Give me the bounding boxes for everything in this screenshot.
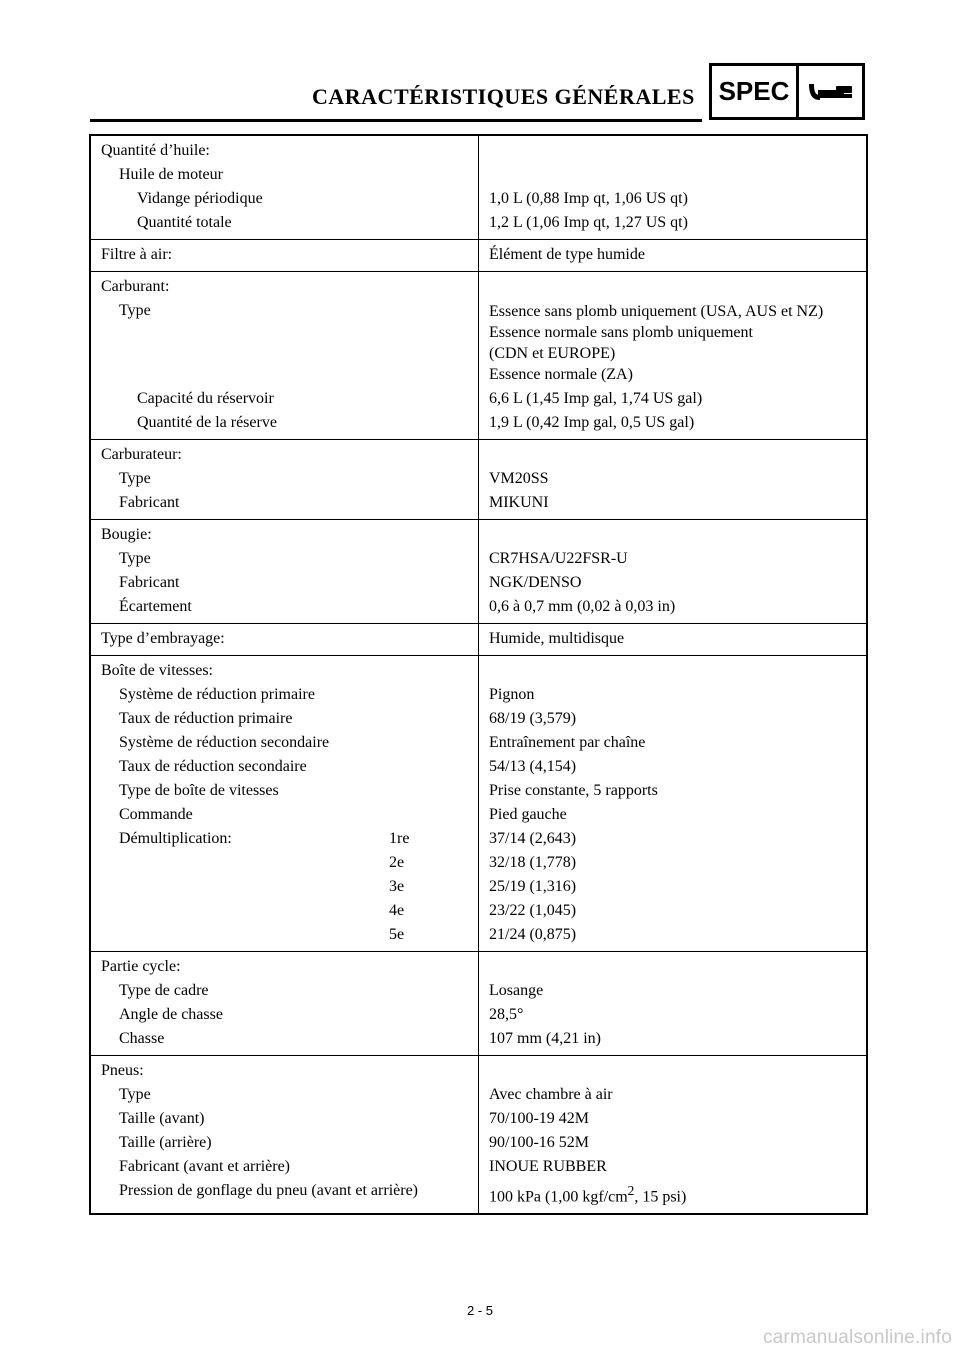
spec-row: [91, 851, 866, 875]
header-rule: [90, 119, 702, 122]
gear-label: 4e: [389, 902, 405, 919]
spec-value: Pied gauche: [489, 806, 567, 823]
spec-value: Prise constante, 5 rapports: [489, 782, 658, 799]
spec-label-text: Capacité du réservoir: [137, 390, 274, 407]
spec-label: [91, 803, 479, 827]
spec-label: [91, 595, 479, 619]
spec-value-line: (CDN et EUROPE): [489, 345, 616, 362]
spec-label: [91, 1179, 479, 1209]
group-title-row: [91, 139, 866, 163]
spec-group: [91, 439, 866, 519]
spec-group: [91, 239, 866, 271]
spec-row: [91, 827, 866, 851]
spec-label: [91, 571, 479, 595]
group-title-row: [91, 275, 866, 299]
spec-label-text: Angle de chasse: [119, 1006, 223, 1023]
spec-row: [91, 731, 866, 755]
group-title: Pneus:: [101, 1062, 144, 1079]
spec-label-text: Huile de moteur: [119, 166, 223, 183]
group-title: Carburateur:: [101, 446, 182, 463]
gear-label: 5e: [389, 926, 405, 943]
spec-label: [91, 1107, 479, 1131]
spec-label: [91, 467, 479, 491]
spec-label: [91, 923, 479, 947]
group-title-value: [479, 275, 866, 299]
spec-label-text: Vidange périodique: [137, 190, 263, 207]
spec-row: [91, 571, 866, 595]
spec-value: 6,6 L (1,45 Imp gal, 1,74 US gal): [489, 390, 703, 407]
spec-value: Pignon: [489, 686, 535, 703]
group-title-value: [479, 139, 866, 163]
spec-label-text: Fabricant: [119, 494, 180, 511]
spec-label: [91, 1131, 479, 1155]
spec-group: [91, 519, 866, 623]
group-title: Quantité d’huile:: [101, 142, 210, 159]
spec-row: [91, 1003, 866, 1027]
spec-label-text: Type: [119, 470, 151, 487]
spec-row: [91, 211, 866, 235]
page-title: CARACTÉRISTIQUES GÉNÉRALES: [312, 84, 695, 109]
group-title-row: [91, 243, 866, 267]
spec-label-text: Pression de gonflage du pneu (avant et arrière): [119, 1182, 418, 1199]
spec-value: 0,6 à 0,7 mm (0,02 à 0,03 in): [489, 598, 676, 615]
spec-value: Avec chambre à air: [489, 1086, 613, 1103]
spec-group: [91, 655, 866, 951]
spec-label-text: Écartement: [119, 598, 192, 615]
spec-label: [91, 779, 479, 803]
spec-label: [91, 299, 479, 387]
group-title-row: [91, 443, 866, 467]
group-title-value: [479, 523, 866, 547]
spec-label: [91, 707, 479, 731]
group-title-value: Élément de type humide: [489, 246, 645, 263]
spec-label-text: Type: [119, 550, 151, 567]
spec-label-text: Type de cadre: [119, 982, 209, 999]
spec-label: [91, 827, 479, 851]
spec-label: [91, 1155, 479, 1179]
spec-row: [91, 779, 866, 803]
spec-label: [91, 683, 479, 707]
spec-badge: [709, 63, 865, 120]
spec-row: [91, 187, 866, 211]
spec-row: [91, 1083, 866, 1107]
spec-label-text: Type: [119, 302, 151, 319]
spec-label: [91, 979, 479, 1003]
spec-label-text: Taille (arrière): [119, 1134, 212, 1151]
spec-row: [91, 1131, 866, 1155]
spec-label: [91, 851, 479, 875]
spec-label: [91, 1003, 479, 1027]
spec-row: [91, 1107, 866, 1131]
spec-label-text: Type de boîte de vitesses: [119, 782, 279, 799]
spec-value: MIKUNI: [489, 494, 549, 511]
spec-group: [91, 1055, 866, 1213]
spec-label: [91, 731, 479, 755]
spec-label-text: Système de réduction primaire: [119, 686, 315, 703]
spec-row: [91, 1027, 866, 1051]
spec-value-line: Essence sans plomb uniquement (USA, AUS et NZ): [489, 303, 824, 320]
spec-value: 70/100-19 42M: [489, 1110, 589, 1127]
spec-value: 54/13 (4,154): [489, 758, 577, 775]
spec-label-text: Quantité totale: [137, 214, 232, 231]
spec-label-text: Taille (avant): [119, 1110, 205, 1127]
spec-value: 32/18 (1,778): [489, 854, 577, 871]
spec-group: [91, 271, 866, 439]
spec-label-text: Chasse: [119, 1030, 165, 1047]
group-title: Bougie:: [101, 526, 152, 543]
spec-value: INOUE RUBBER: [489, 1158, 607, 1175]
spec-value: NGK/DENSO: [489, 574, 582, 591]
spec-label: [91, 755, 479, 779]
spec-label: [91, 1083, 479, 1107]
spec-label-text: Taux de réduction secondaire: [119, 758, 307, 775]
group-title-value: [479, 955, 866, 979]
spec-label: [91, 491, 479, 515]
spec-table: [89, 134, 868, 1215]
spec-value: [479, 299, 866, 387]
spec-label: [91, 547, 479, 571]
spec-label: [91, 187, 479, 211]
spec-row: [91, 803, 866, 827]
spec-label-text: Quantité de la réserve: [137, 414, 277, 431]
spec-row: [91, 491, 866, 515]
spec-label-text: Taux de réduction primaire: [119, 710, 293, 727]
spec-value: 1,2 L (1,06 Imp qt, 1,27 US qt): [489, 214, 688, 231]
gear-label: 2e: [389, 854, 405, 871]
group-title-row: [91, 1059, 866, 1083]
spec-label: [91, 211, 479, 235]
gear-label: 3e: [389, 878, 405, 895]
spec-label: [91, 411, 479, 435]
group-title: Filtre à air:: [101, 246, 173, 263]
spec-row: [91, 899, 866, 923]
spec-row: [91, 875, 866, 899]
spec-row: [91, 1155, 866, 1179]
spec-row: [91, 387, 866, 411]
spec-value: 1,9 L (0,42 Imp gal, 0,5 US gal): [489, 414, 695, 431]
group-title: Partie cycle:: [101, 958, 181, 975]
group-title: Carburant:: [101, 278, 170, 295]
spec-value: 28,5°: [489, 1006, 524, 1023]
spec-label: [91, 1027, 479, 1051]
spec-label: [91, 387, 479, 411]
spec-value: 1,0 L (0,88 Imp qt, 1,06 US qt): [489, 190, 688, 207]
group-title-row: [91, 659, 866, 683]
spec-label-text: Fabricant: [119, 574, 180, 591]
spec-label-text: Système de réduction secondaire: [119, 734, 330, 751]
spec-value: 107 mm (4,21 in): [489, 1030, 601, 1047]
group-title-row: [91, 955, 866, 979]
page-number: 2 - 5: [466, 1303, 493, 1318]
spec-value: 100 kPa (1,00 kgf/$cm^2$, 15 psi): [489, 1183, 687, 1206]
gear-label: 1re: [389, 830, 410, 847]
group-title-value: Humide, multidisque: [489, 630, 625, 647]
spec-row: [91, 547, 866, 571]
spec-value: Losange: [489, 982, 544, 999]
spec-value: Entraînement par chaîne: [489, 734, 646, 751]
group-title: Type d’embrayage:: [101, 630, 225, 647]
spec-row: [91, 411, 866, 435]
group-title-row: [91, 627, 866, 651]
spec-label: [91, 163, 479, 187]
spec-badge-label: SPEC: [712, 66, 799, 117]
group-title-row: [91, 523, 866, 547]
spec-row: [91, 979, 866, 1003]
spec-row: [91, 299, 866, 387]
spec-value: 37/14 (2,643): [489, 830, 577, 847]
spec-value: [479, 163, 866, 187]
spec-label-text: Commande: [119, 806, 193, 823]
spec-row: [91, 163, 866, 187]
spec-label: [91, 875, 479, 899]
spec-label-text: Fabricant (avant et arrière): [119, 1158, 291, 1175]
spec-value: 25/19 (1,316): [489, 878, 577, 895]
spec-label: [91, 899, 479, 923]
spec-row: [91, 595, 866, 619]
spec-group: [91, 136, 866, 239]
spec-value: 23/22 (1,045): [489, 902, 577, 919]
spec-label-text: Démultiplication:: [119, 830, 232, 847]
spec-row: [91, 923, 866, 947]
group-title: Boîte de vitesses:: [101, 662, 213, 679]
group-title-value: [479, 1059, 866, 1083]
spec-row: [91, 467, 866, 491]
spec-row: [91, 683, 866, 707]
spec-value-line: Essence normale (ZA): [489, 366, 633, 383]
spec-value: CR7HSA/U22FSR-U: [489, 550, 628, 567]
spec-value-line: Essence normale sans plomb uniquement: [489, 324, 753, 341]
spec-value: 90/100-16 52M: [489, 1134, 589, 1151]
watermark: carmanualsonline.info: [762, 1327, 952, 1348]
spec-row: [91, 755, 866, 779]
spec-row: [91, 707, 866, 731]
spec-group: [91, 951, 866, 1055]
spec-group: [91, 623, 866, 655]
spec-value: 21/24 (0,875): [489, 926, 577, 943]
group-title-value: [479, 659, 866, 683]
spec-value: 68/19 (3,579): [489, 710, 577, 727]
spec-value: VM20SS: [489, 470, 549, 487]
spec-label-text: Type: [119, 1086, 151, 1103]
group-title-value: [479, 443, 866, 467]
spec-row: [91, 1179, 866, 1209]
wrench-icon: [799, 66, 862, 117]
